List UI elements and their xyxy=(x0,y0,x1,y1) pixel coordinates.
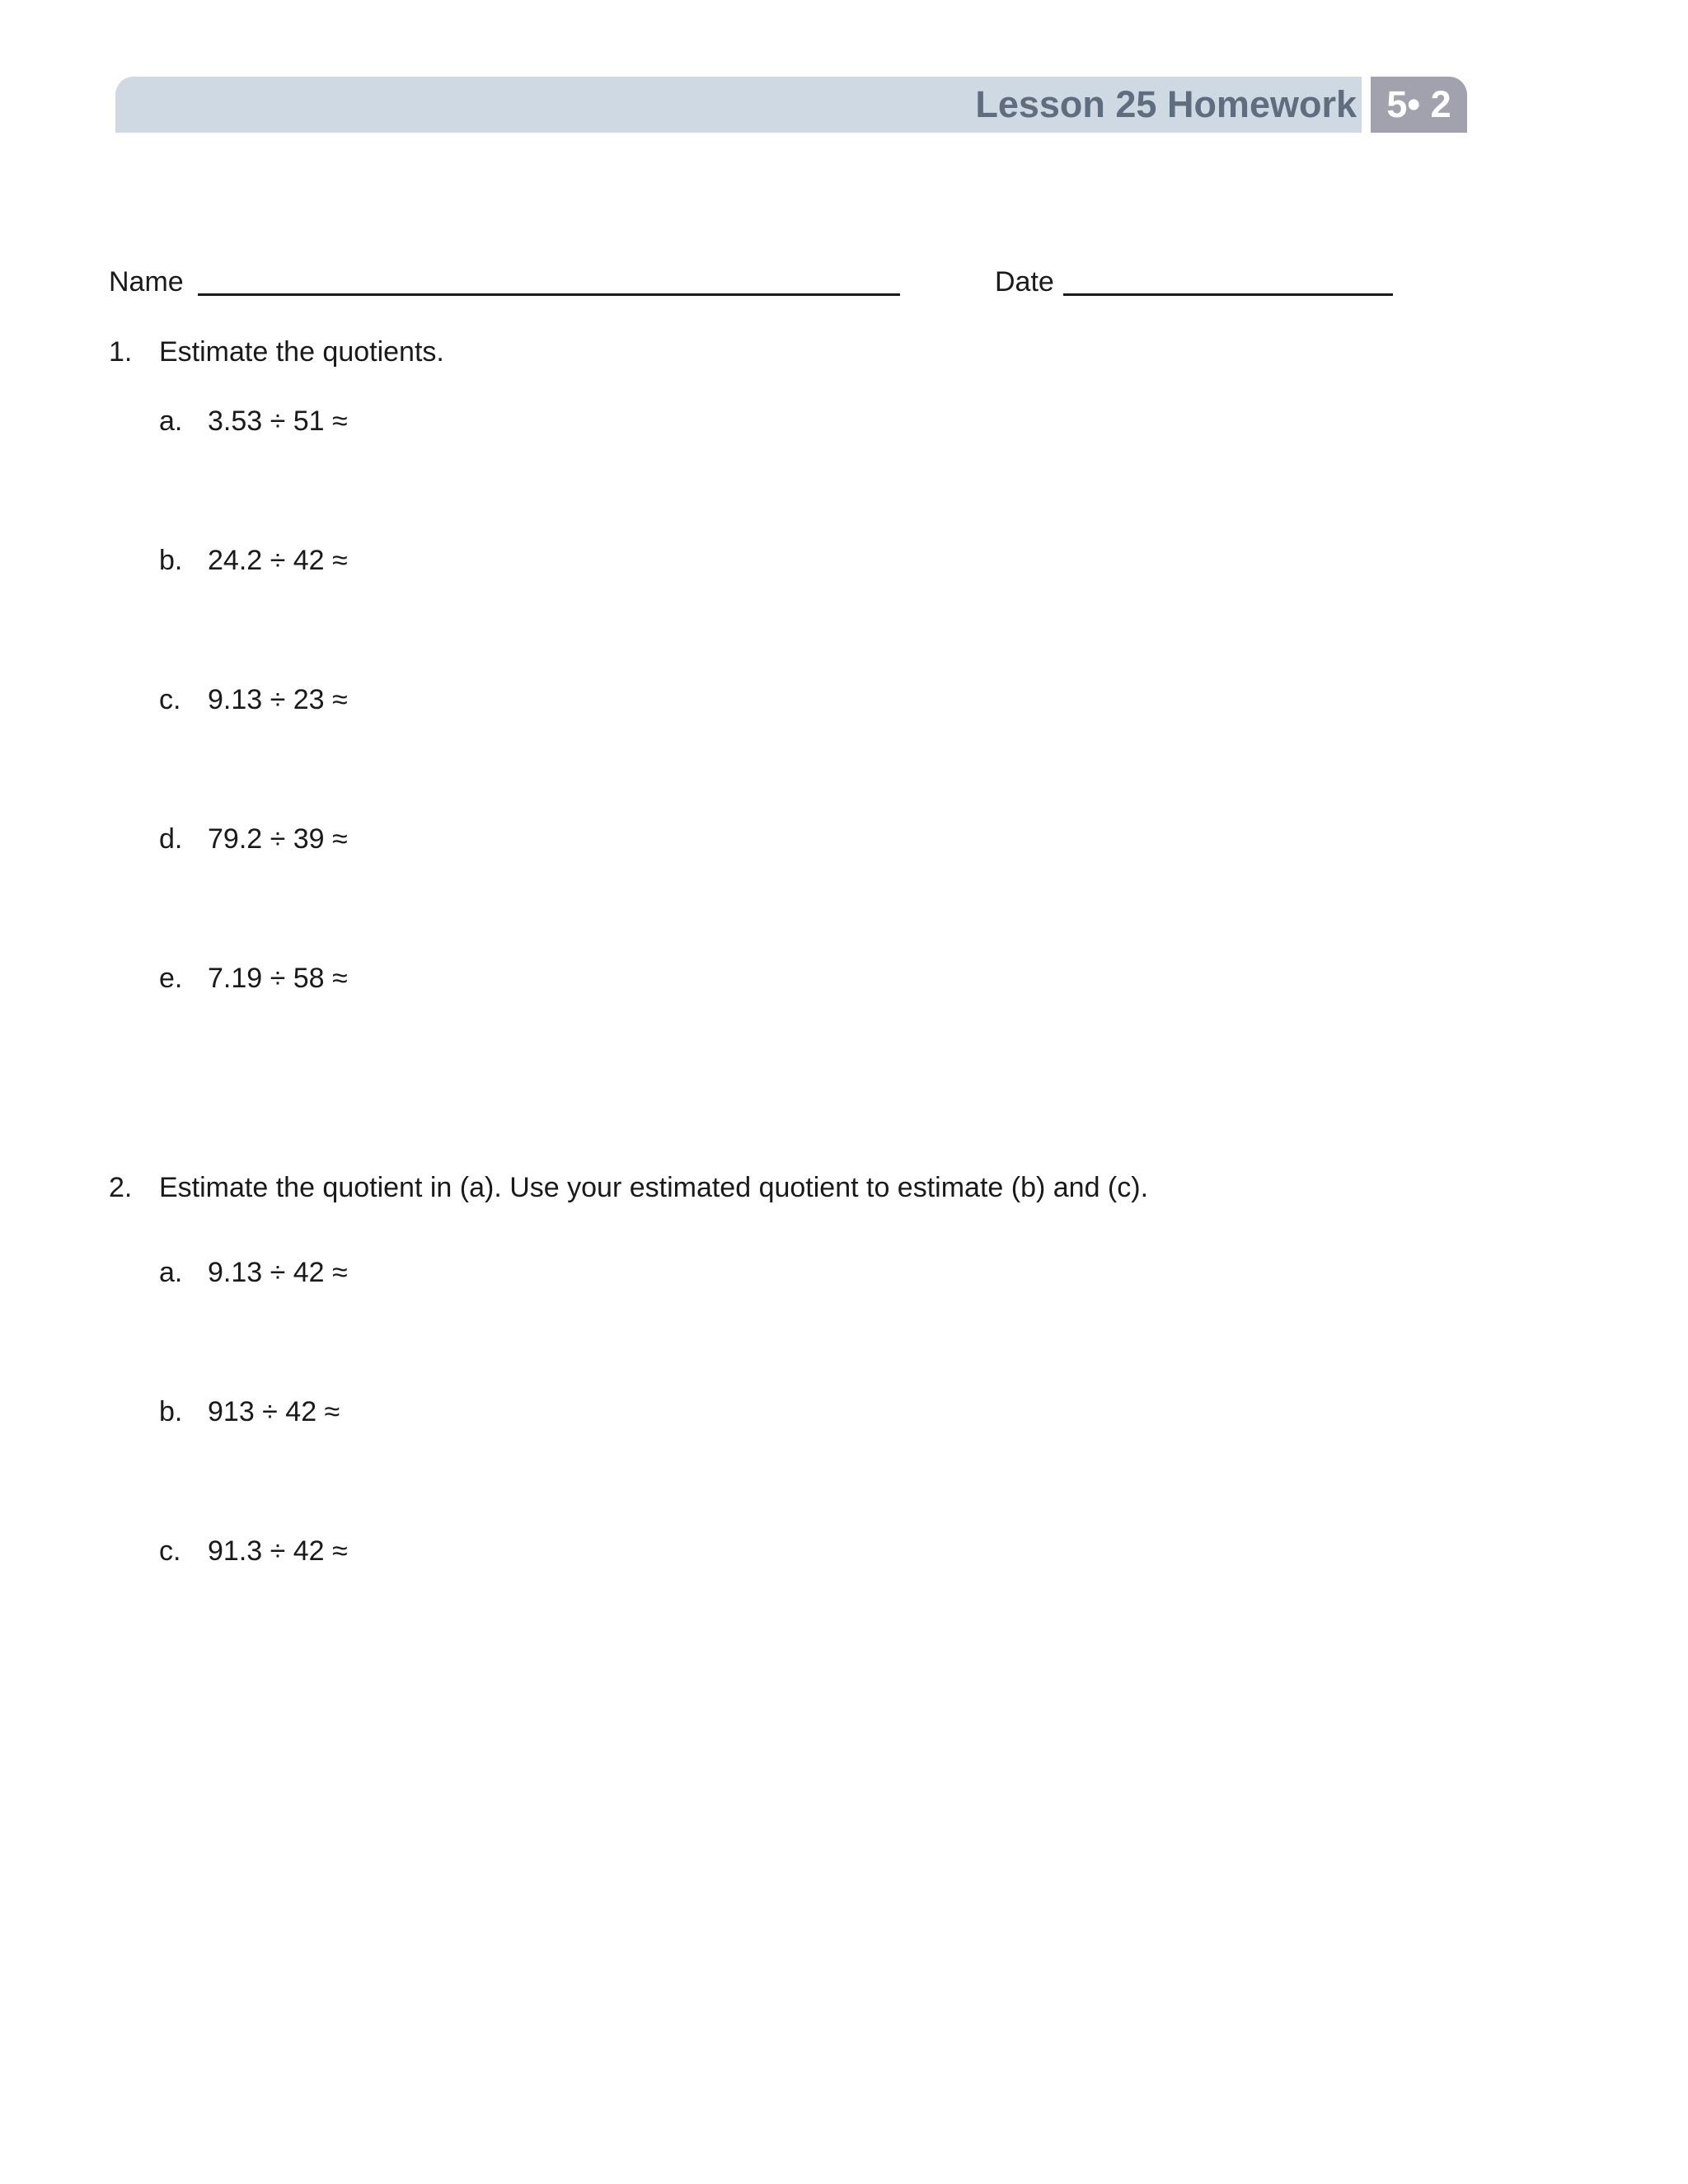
problem-2a-letter: a. xyxy=(159,1257,183,1288)
problem-1e-letter: e. xyxy=(159,963,183,994)
problem-2a-expression: 9.13 ÷ 42 ≈ xyxy=(208,1257,348,1288)
problem-1d-letter: d. xyxy=(159,823,183,855)
problem-2b-expression: 913 ÷ 42 ≈ xyxy=(208,1396,340,1427)
problem-2b-letter: b. xyxy=(159,1396,183,1427)
problem-2-number: 2. xyxy=(109,1172,133,1203)
problem-1a-expression: 3.53 ÷ 51 ≈ xyxy=(208,405,348,437)
problem-2c-expression: 91.3 ÷ 42 ≈ xyxy=(208,1535,348,1567)
problem-1a-letter: a. xyxy=(159,405,183,437)
problem-2c-letter: c. xyxy=(159,1535,181,1567)
problem-1b-expression: 24.2 ÷ 42 ≈ xyxy=(208,545,348,576)
problem-1-prompt: Estimate the quotients. xyxy=(159,336,444,368)
module-badge: 5• 2 xyxy=(1371,77,1467,133)
problem-1e-expression: 7.19 ÷ 58 ≈ xyxy=(208,963,348,994)
problem-1d-expression: 79.2 ÷ 39 ≈ xyxy=(208,823,348,855)
problem-2-prompt: Estimate the quotient in (a). Use your estimated quotient to estimate (b) and (c). xyxy=(159,1172,1149,1203)
lesson-title: Lesson 25 Homework xyxy=(975,83,1357,125)
date-label: Date xyxy=(995,266,1054,298)
problem-1c-expression: 9.13 ÷ 23 ≈ xyxy=(208,684,348,715)
problem-1-number: 1. xyxy=(109,336,133,368)
name-label: Name xyxy=(109,266,184,298)
date-field[interactable] xyxy=(1063,293,1393,296)
name-field[interactable] xyxy=(198,293,900,296)
problem-1b-letter: b. xyxy=(159,545,183,576)
problem-1c-letter: c. xyxy=(159,684,181,715)
